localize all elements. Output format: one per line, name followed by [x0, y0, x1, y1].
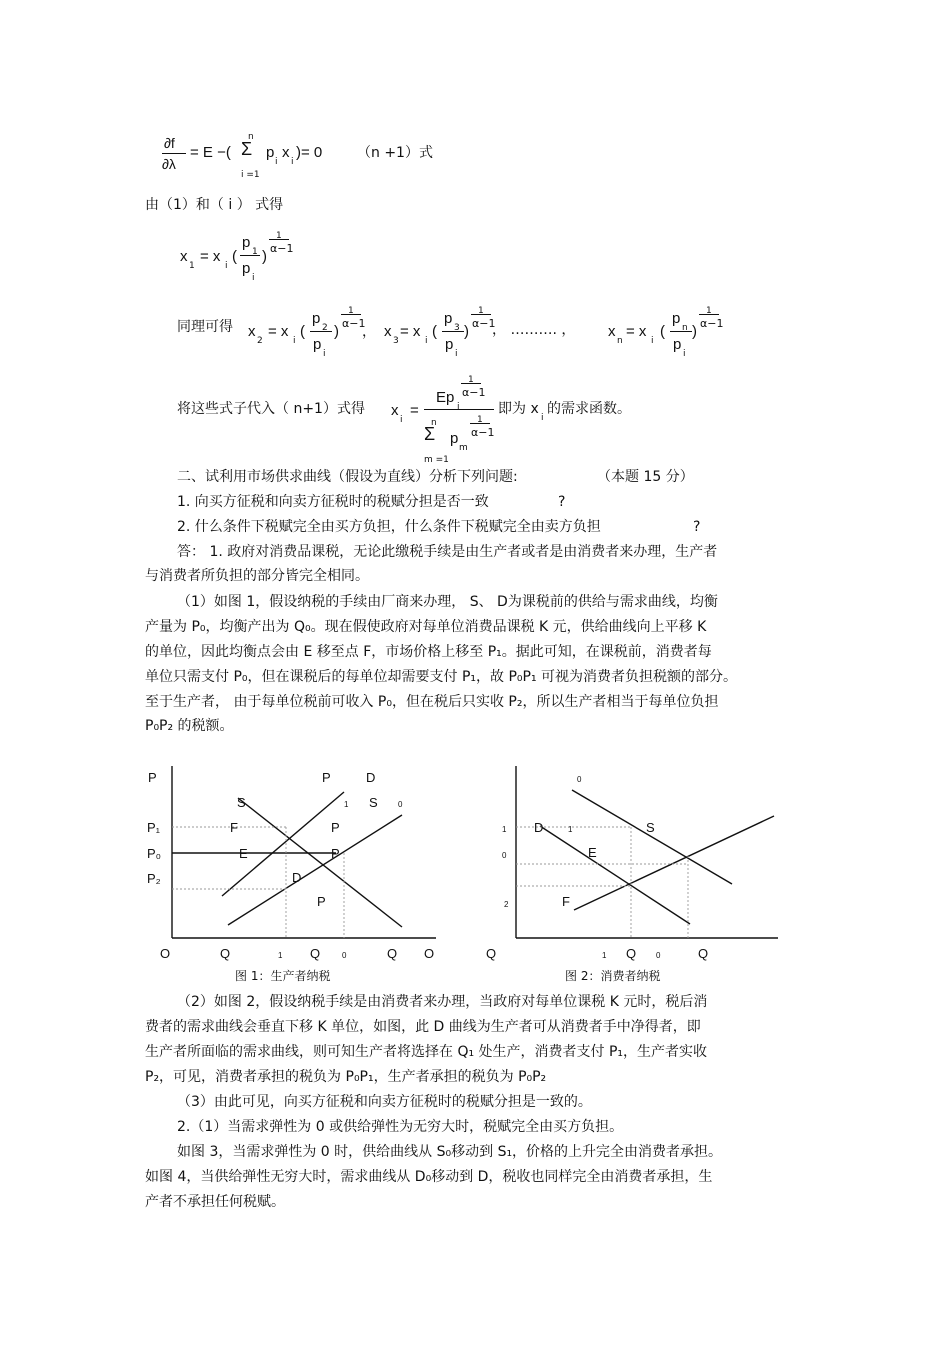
x3-sub: 3 [393, 336, 399, 346]
para1-line-3: 的单位，因此均衡点会由 E 移至点 F，市场价格上移至 P₁。据此可知，在课税前，消费者每 [145, 644, 712, 660]
fig2-label: S [646, 820, 655, 835]
para1-line-5: 至于生产者， 由于每单位税前可收入 P₀，但在税后只实收 P₂，所以生产者相当于每单位负担 [145, 694, 719, 710]
x3-lparen: ( [432, 323, 437, 340]
x3-p3-sub: 3 [454, 323, 460, 333]
x1-pi-sub: i [252, 273, 255, 283]
x1-p1-sub: 1 [252, 247, 258, 257]
fig1-label: S [237, 795, 246, 810]
fig1-label: O [424, 946, 435, 961]
subst-pm-sub: m [459, 443, 468, 453]
x1-lparen: ( [232, 248, 237, 265]
fig2-label: 0 [577, 775, 582, 784]
para2-line-2: 费者的需求曲线会垂直下移 K 单位，如图，此 D 曲线为生产者可从消费者手中净得者，即 [145, 1019, 701, 1035]
xn-pi: p [673, 336, 682, 353]
fig1-label: P [331, 820, 340, 835]
subst-label: 将这些式子代入（ n+1）式得 [177, 401, 365, 417]
x2-sub: 2 [257, 336, 263, 346]
xn: x [608, 323, 616, 340]
subst-xi: x [391, 402, 399, 419]
xn-rparen: ) [692, 323, 697, 340]
fig2-label: Q [626, 946, 637, 961]
x1-fraction-bar [240, 255, 260, 256]
x2-pi: p [313, 336, 322, 353]
fig1-label: S [369, 795, 378, 810]
subst-sum-m: m =1 [424, 455, 449, 465]
figure-2-caption: 图 2：消费者纳税 [565, 969, 661, 983]
eq1-mid: = E −( [190, 144, 231, 161]
x2: x [248, 323, 256, 340]
fig2-label: Q [698, 946, 709, 961]
x2-exp-one: 1 [348, 306, 354, 316]
demand-tail: 的需求函数。 [547, 401, 631, 417]
q2-item-1: 1. 向买方征税和向卖方征税时的税赋分担是否一致 [177, 494, 489, 510]
para5-line-2: 如图 4，当供给弹性无穷大时，需求曲线从 D₀移动到 D，税收也同样完全由消费者承担，生 [145, 1169, 713, 1185]
x2-eq: = x [268, 323, 289, 340]
demand-label: 即为 x [498, 401, 539, 417]
xn-sub: n [617, 336, 623, 346]
eq1-end: )= 0 [296, 144, 323, 161]
q2-title: 二、试利用市场供求曲线（假设为直线）分析下列问题: [177, 469, 518, 485]
q2-item-2: 2. 什么条件下税赋完全由买方负担，什么条件下税赋完全由卖方负担 [177, 519, 601, 535]
answer-line-1: 答： 1. 政府对消费品课税，无论此缴税手续是由生产者或者是由消费者来办理，生产者 [177, 544, 718, 560]
demand-sub: i [541, 413, 544, 423]
answer-line-2: 与消费者所负担的部分皆完全相同。 [145, 568, 369, 584]
fig2-label: Q [486, 946, 497, 961]
x2-fraction-bar [310, 331, 332, 332]
figure-2-consumer-tax [478, 760, 798, 980]
x1-rparen: ) [262, 248, 267, 265]
para1-line-1: （1）如图 1，假设纳税的手续由厂商来办理， S、 D为课税前的供给与需求曲线，均衡 [177, 594, 718, 610]
subst-exp-den-top: α−1 [462, 386, 486, 399]
para5-line-1: 如图 3，当需求弹性为 0 时，供给曲线从 S₀移动到 S₁，价格的上升完全由消费者承担。 [177, 1144, 723, 1160]
x1-eq-sub: i [225, 261, 228, 271]
fig1-label: P₀ [147, 846, 162, 861]
fig1-label: Q [387, 946, 398, 961]
para1-line-6: P₀P₂ 的税额。 [145, 718, 234, 734]
para3: （3）由此可见，向买方征税和向卖方征税时的税赋分担是一致的。 [177, 1094, 592, 1110]
x3-p3: p [444, 310, 453, 327]
fig2-demand-d0 [572, 790, 732, 884]
q2-item-1-mark: ? [558, 494, 566, 510]
para5-line-3: 产者不承担任何税赋。 [145, 1194, 285, 1210]
x3-eq-sub: i [425, 336, 428, 346]
x3-eq: = x [400, 323, 421, 340]
xn-eq-sub: i [651, 336, 654, 346]
eq1-i1: i =1 [241, 170, 260, 180]
eq1-n: n [248, 132, 254, 142]
fig2-demand-d [540, 826, 690, 924]
fig1-label: P [317, 894, 326, 909]
fig1-label: D [292, 870, 302, 885]
eq1-fraction-bar [162, 153, 186, 154]
xn-eq: = x [626, 323, 647, 340]
fig1-label: 1 [278, 951, 283, 960]
xn-pn: p [672, 310, 681, 327]
para1-line-2: 产量为 P₀，均衡产出为 Q₀。现在假使政府对每单位消费品课税 K 元，供给曲线向上平移 K [145, 619, 707, 635]
subst-n: n [431, 418, 437, 428]
q2-score: （本题 15 分） [597, 469, 694, 485]
fig1-label: P [148, 770, 157, 785]
para4: 2.（1）当需求弹性为 0 或供给弹性为无穷大时，税赋完全由买方负担。 [177, 1119, 624, 1135]
fig2-label: 0 [656, 951, 661, 960]
x3-exp-den: α−1 [472, 317, 496, 330]
fig1-label: Q [220, 946, 231, 961]
fig1-label: D [366, 770, 376, 785]
subst-Ep: Ep [436, 389, 455, 406]
x2-exp-den: α−1 [342, 317, 366, 330]
para2-line-3: 生产者所面临的需求曲线，则可知生产者将选择在 Q₁ 处生产，消费者支付 P₁，生产者实收 [145, 1044, 708, 1060]
subst-sum: Σ [424, 424, 436, 444]
eq1-x-sub: i [291, 157, 294, 167]
fig2-label: 1 [568, 825, 573, 834]
figure-1-producer-tax [140, 760, 460, 980]
fig2-label: F [562, 894, 570, 909]
eq1-sum: Σ [241, 139, 253, 159]
fig1-supply-s0 [228, 815, 402, 925]
subst-exp-den-bot: α−1 [471, 426, 495, 439]
fig1-label: F [230, 820, 238, 835]
x1-sub: 1 [189, 261, 195, 271]
x3-rparen: ) [464, 323, 469, 340]
x1-eq: = x [200, 248, 221, 265]
subst-fraction-bar [424, 409, 494, 410]
x2-eq-sub: i [293, 336, 296, 346]
fig1-label: Q [310, 946, 321, 961]
eq1-df: ∂f [164, 135, 175, 151]
xn-pn-sub: n [682, 323, 688, 333]
x2-p2-sub: 2 [322, 323, 328, 333]
x1-pi: p [242, 260, 251, 277]
x3-fraction-bar [442, 331, 464, 332]
x2-p2: p [312, 310, 321, 327]
x3: x [384, 323, 392, 340]
eq1-p: p [266, 144, 275, 161]
xn-exp-den: α−1 [700, 317, 724, 330]
fig2-label: D [534, 820, 544, 835]
xn-pi-sub: i [683, 349, 686, 359]
subst-Ep-sub: i [457, 402, 460, 412]
fig2-supply [574, 816, 774, 910]
xn-exp-one: 1 [706, 306, 712, 316]
fig1-label: P [331, 846, 340, 861]
q2-item-2-mark: ? [693, 519, 701, 535]
fig1-label: 0 [342, 951, 347, 960]
x1-exp-den: α−1 [270, 242, 294, 255]
eq1-dlambda: ∂λ [162, 156, 176, 172]
fig2-label: 1 [602, 951, 607, 960]
x3-exp-one: 1 [478, 306, 484, 316]
para1-line-4: 单位只需支付 P₀，但在课税后的每单位却需要支付 P₁，故 P₀P₁ 可视为消费者负担税额的部分。 [145, 669, 738, 685]
fig1-label: P₂ [147, 871, 161, 886]
fig2-label: 2 [504, 900, 509, 909]
x3-pi-sub: i [455, 349, 458, 359]
fig2-label: E [588, 845, 597, 860]
fig1-label: 1 [344, 800, 349, 809]
xn-lparen: ( [660, 323, 665, 340]
subst-pm: p [450, 430, 459, 447]
para2-line-4: P₂，可见，消费者承担的税负为 P₀P₁，生产者承担的税负为 P₀P₂ [145, 1069, 547, 1085]
x1: x [180, 248, 188, 265]
eq1-p-sub: i [275, 157, 278, 167]
fig1-label: O [160, 946, 171, 961]
x2-pi-sub: i [323, 349, 326, 359]
fig1-label: 0 [398, 800, 403, 809]
tongli-label: 同理可得 [177, 319, 233, 335]
subst-xi-sub: i [400, 415, 403, 425]
subst-eq: = [410, 402, 419, 419]
subst-exp-one-top: 1 [468, 375, 474, 385]
fig2-label: 1 [502, 825, 507, 834]
x1-exp-one: 1 [276, 231, 282, 241]
eq1-tag: （n +1）式 [357, 145, 433, 161]
para2-line-1: （2）如图 2，假设纳税手续是由消费者来办理，当政府对每单位课税 K 元时，税后消 [177, 994, 708, 1010]
fig2-label: 0 [502, 851, 507, 860]
fig1-label: P₁ [147, 820, 161, 835]
xn-fraction-bar [670, 331, 692, 332]
x2-lparen: ( [300, 323, 305, 340]
fig1-label: P [322, 770, 331, 785]
x1-p1: p [242, 234, 251, 251]
dots: ， ………. ， [492, 322, 576, 338]
x3-pi: p [445, 336, 454, 353]
eq1-x: x [282, 144, 290, 161]
x2-comma: ， [362, 324, 376, 340]
subst-exp-one-bot: 1 [477, 415, 483, 425]
fig1-label: E [239, 846, 248, 861]
x2-rparen: ) [334, 323, 339, 340]
figure-1-caption: 图 1：生产者纳税 [235, 969, 331, 983]
line-from: 由（1）和（ i ） 式得 [145, 197, 284, 213]
